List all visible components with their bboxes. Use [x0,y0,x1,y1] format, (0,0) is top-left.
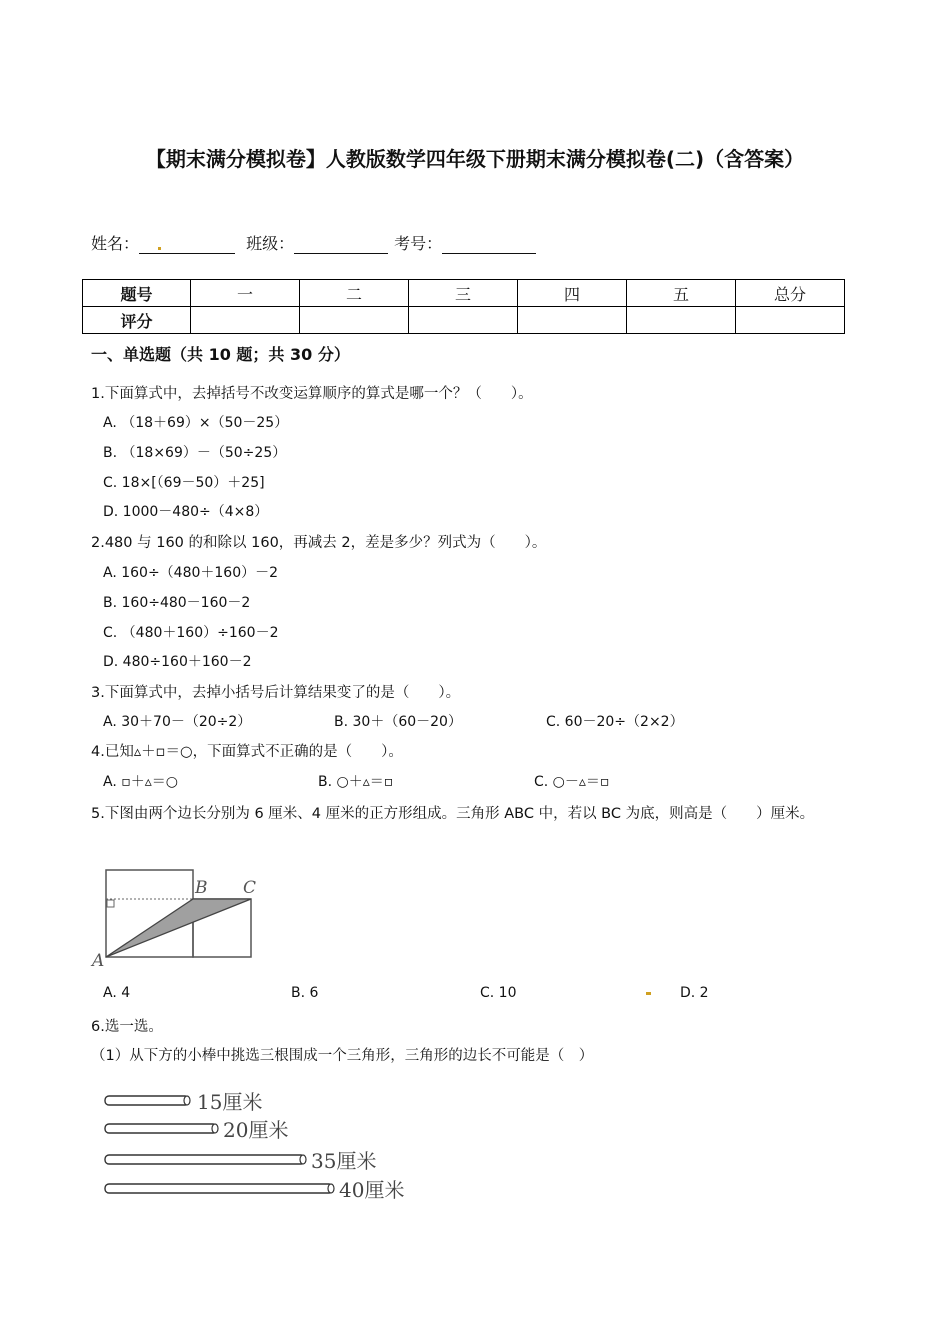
score-table-header-row [83,280,845,307]
q5-option-d[interactable]: D. 2 [680,985,709,1001]
score-input-1[interactable] [191,307,300,334]
q5-option-b[interactable]: B. 6 [291,985,319,1001]
question-5-stem: 5.下图由两个边长分别为 6 厘米、4 厘米的正方形组成。三角形 ABC 中，若以 BC 为底，则高是（ ）厘米。 [91,806,815,822]
stick-40 [105,1178,404,1202]
q3-option-a[interactable]: A. 30＋70－（20÷2） [103,714,252,730]
q4-option-b[interactable]: B. ○＋▵＝▫ [318,774,394,790]
question-2-stem: 2.480 与 160 的和除以 160，再减去 2，差是多少？列式为（ ）。 [91,535,547,551]
score-input-5[interactable] [627,307,736,334]
stick-35-label: 35厘米 [311,1149,377,1173]
class-label: 班级： [246,234,295,253]
name-blank[interactable] [139,237,235,254]
q2-option-c[interactable]: C. （480＋160）÷160－2 [103,625,279,641]
q4-option-a[interactable]: A. ▫＋▵＝○ [103,774,178,790]
score-cell-section-3: 三 [409,280,518,307]
page-title: 【期末满分模拟卷】人教版数学四年级下册期末满分模拟卷(二)（含答案） [145,147,805,171]
score-input-total[interactable] [736,307,845,334]
score-table [82,279,845,334]
stick-20-label: 20厘米 [223,1118,289,1142]
exam-no-blank[interactable] [442,237,536,254]
score-input-2[interactable] [300,307,409,334]
score-cell-section-2: 二 [300,280,409,307]
stick-15 [105,1090,262,1114]
question-6-sub-1: （1）从下方的小棒中挑选三根围成一个三角形，三角形的边长不可能是（ ） [91,1048,594,1064]
q5-option-a[interactable]: A. 4 [103,985,131,1001]
score-cell-section-1: 一 [191,280,300,307]
student-info-row [91,231,542,254]
stick-20 [105,1118,288,1142]
q1-option-c[interactable]: C. 18×[（69－50）＋25] [103,475,265,491]
score-input-3[interactable] [409,307,518,334]
q5-option-c[interactable]: C. 10 [480,985,517,1001]
q3-option-c[interactable]: C. 60－20÷（2×2） [546,714,684,730]
q2-option-d[interactable]: D. 480÷160＋160－2 [103,654,252,670]
q3-option-b[interactable]: B. 30＋（60－20） [334,714,462,730]
stick-35 [105,1149,376,1173]
q1-option-d[interactable]: D. 1000－480÷（4×8） [103,504,269,520]
stick-40-label: 40厘米 [339,1178,405,1202]
question-1-stem: 1.下面算式中，去掉括号不改变运算顺序的算式是哪一个？（ ）。 [91,386,533,402]
name-label: 姓名： [91,234,140,253]
q2-option-b[interactable]: B. 160÷480－160－2 [103,595,251,611]
score-cell-section-4: 四 [518,280,627,307]
point-a-label: A [92,951,105,969]
score-cell-total: 总分 [736,280,845,307]
score-cell-header: 题号 [83,280,191,307]
question-6-stem: 6.选一选。 [91,1019,163,1035]
class-blank[interactable] [294,237,388,254]
score-table-score-row [83,307,845,334]
question-3-stem: 3.下面算式中，去掉小括号后计算结果变了的是（ ）。 [91,685,461,701]
exam-no-label: 考号： [394,234,443,253]
question-4-stem: 4.已知▵＋▫＝○，下面算式不正确的是（ ）。 [91,744,403,760]
q2-option-a[interactable]: A. 160÷（480＋160）－2 [103,565,279,581]
q1-option-a[interactable]: A. （18＋69）×（50－25） [103,415,289,431]
sticks-figure [91,1080,421,1206]
q1-option-b[interactable]: B. （18×69）－（50÷25） [103,445,287,461]
score-row-label: 评分 [83,307,191,334]
score-cell-section-5: 五 [627,280,736,307]
squares-triangle-figure [90,865,270,973]
highlight-mark [646,992,651,995]
score-input-4[interactable] [518,307,627,334]
point-b-label: B [195,878,208,898]
point-c-label: C [243,878,257,898]
q4-option-c[interactable]: C. ○－▵＝▫ [534,774,610,790]
stick-15-label: 15厘米 [197,1090,263,1114]
section-heading: 一、单选题（共 10 题；共 30 分） [91,345,350,364]
